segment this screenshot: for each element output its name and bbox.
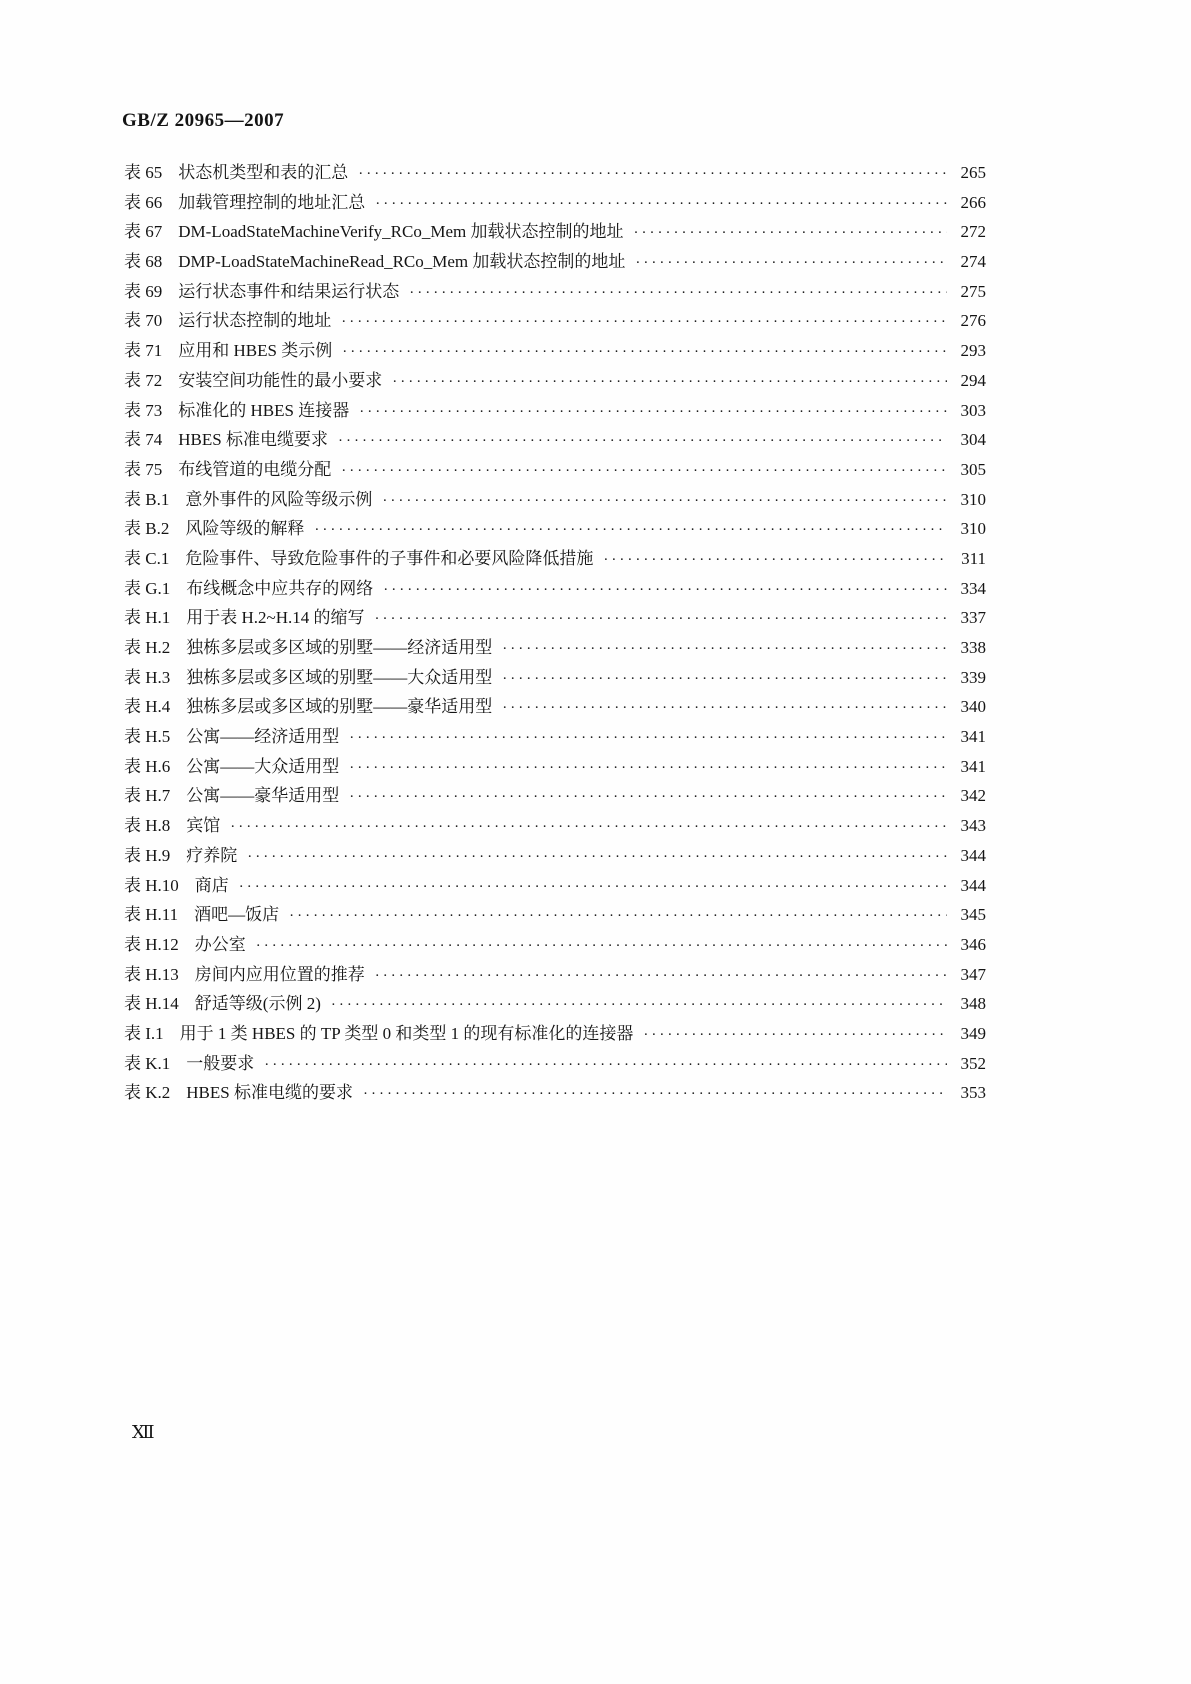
toc-entry-title: DM-LoadStateMachineVerify_RCo_Mem 加载状态控制的地址 [178, 222, 624, 242]
toc-entry-title: 布线概念中应共存的网络 [186, 578, 374, 598]
toc-entry-page: 338 [960, 638, 986, 657]
toc-entry-title: 公寓——豪华适用型 [186, 786, 340, 806]
toc-entry [124, 692, 986, 722]
dot-leader [289, 905, 947, 925]
toc-entry-page: 340 [960, 697, 986, 717]
toc-entry [124, 247, 986, 277]
toc-entry-page: 345 [960, 905, 986, 925]
toc-entry-label: 表 H.9 [124, 845, 171, 865]
toc-entry-page: 343 [960, 816, 986, 836]
toc-entry [124, 900, 986, 930]
toc-entry-title: 状态机类型和表的汇总 [178, 163, 349, 182]
toc-entry [124, 366, 986, 396]
toc-entry [124, 752, 986, 782]
toc-entry-title: 疗养院 [186, 845, 238, 865]
toc-entry [124, 989, 986, 1019]
toc-entry-label: 表 H.1 [124, 608, 171, 628]
dot-leader [392, 371, 947, 391]
toc-entry [124, 663, 986, 693]
toc-entry-page: 266 [960, 192, 986, 212]
toc-list [124, 158, 986, 1108]
dot-leader [502, 697, 947, 717]
toc-entry-title: 独栋多层或多区域的别墅——大众适用型 [186, 667, 493, 687]
toc-entry-page: 311 [961, 548, 986, 568]
toc-entry-title: 应用和 HBES 类示例 [178, 341, 333, 361]
toc-entry [124, 930, 986, 960]
toc-entry-title: DMP-LoadStateMachineRead_RCo_Mem 加载状态控制的地址 [178, 252, 626, 272]
dot-leader [230, 816, 947, 836]
toc-entry-title: HBES 标准电缆的要求 [186, 1083, 353, 1103]
toc-entry-title: 独栋多层或多区域的别墅——经济适用型 [186, 638, 493, 657]
dot-leader [358, 163, 947, 183]
dot-leader [375, 965, 947, 985]
dot-leader [341, 460, 947, 480]
toc-entry-label: 表 66 [124, 192, 163, 212]
toc-entry-label: 表 H.2 [124, 638, 171, 657]
toc-entry-label: 表 H.4 [124, 697, 171, 717]
toc-entry-label: 表 70 [124, 311, 163, 331]
toc-entry-page: 348 [960, 994, 986, 1014]
toc-entry-page: 310 [960, 489, 986, 509]
toc-entry-label: 表 H.12 [124, 934, 179, 954]
dot-leader [338, 430, 947, 450]
dot-leader [314, 519, 947, 539]
toc-entry-page: 349 [960, 1023, 986, 1043]
toc-entry-title: 办公室 [194, 934, 246, 954]
toc-entry [124, 722, 986, 752]
toc-entry-label: 表 H.10 [124, 875, 179, 895]
toc-entry-label: 表 B.2 [124, 519, 170, 539]
toc-entry-title: 酒吧—饭店 [194, 905, 280, 925]
toc-entry-page: 353 [960, 1083, 986, 1103]
toc-entry-title: HBES 标准电缆要求 [178, 430, 328, 450]
toc-entry-label: 表 H.6 [124, 756, 171, 776]
toc-entry-label: 表 68 [124, 252, 163, 272]
toc-entry-page: 274 [960, 252, 986, 272]
toc-entry-title: 加载管理控制的地址汇总 [178, 192, 366, 212]
dot-leader [341, 311, 947, 331]
toc-entry-label: 表 H.14 [124, 994, 179, 1014]
toc-entry-page: 341 [960, 756, 986, 776]
toc-entry-page: 272 [960, 222, 986, 242]
dot-leader [375, 608, 947, 628]
toc-entry-title: 用于 1 类 HBES 的 TP 类型 0 和类型 1 的现有标准化的连接器 [179, 1023, 634, 1043]
toc-entry [124, 603, 986, 633]
toc-entry [124, 158, 986, 188]
toc-entry-page: 346 [960, 934, 986, 954]
document-standard-number: GB/Z 20965—2007 [122, 110, 285, 131]
toc-entry [124, 1078, 986, 1108]
toc-entry-title: 公寓——经济适用型 [186, 727, 340, 747]
toc-entry-page: 276 [960, 311, 986, 331]
dot-leader [502, 638, 947, 658]
toc-entry-page: 305 [960, 459, 986, 479]
dot-leader [256, 935, 947, 955]
toc-entry-page: 275 [960, 281, 986, 301]
toc-entry-page: 344 [960, 875, 986, 895]
toc-entry [124, 217, 986, 247]
dot-leader [349, 727, 947, 747]
dot-leader [603, 549, 947, 569]
toc-entry-page: 347 [960, 964, 986, 984]
toc-entry-title: 意外事件的风险等级示例 [185, 489, 373, 509]
toc-entry-title: 独栋多层或多区域的别墅——豪华适用型 [186, 697, 493, 717]
toc-entry [124, 544, 986, 574]
toc-entry-label: 表 H.3 [124, 667, 171, 687]
toc-entry [124, 633, 986, 663]
toc-entry-page: 310 [960, 519, 986, 539]
dot-leader [349, 786, 947, 806]
toc-entry-title: 一般要求 [186, 1053, 255, 1073]
dot-leader [363, 1083, 947, 1103]
toc-entry-label: 表 K.2 [124, 1083, 171, 1103]
toc-entry-title: 公寓——大众适用型 [186, 756, 340, 776]
dot-leader [349, 757, 947, 777]
toc-entry-label: 表 72 [124, 370, 163, 390]
toc-entry-label: 表 I.1 [124, 1023, 164, 1043]
toc-entry-page: 334 [960, 578, 986, 598]
dot-leader [247, 846, 947, 866]
toc-entry [124, 781, 986, 811]
dot-leader [239, 876, 947, 896]
toc-entry-label: 表 75 [124, 459, 163, 479]
dot-leader [375, 193, 947, 213]
toc-entry-label: 表 H.8 [124, 816, 171, 836]
dot-leader [331, 994, 947, 1014]
toc-entry-title: 运行状态控制的地址 [178, 311, 332, 331]
toc-entry [124, 455, 986, 485]
toc-entry-title: 安装空间功能性的最小要求 [178, 370, 383, 390]
dot-leader [383, 579, 947, 599]
toc-entry [124, 188, 986, 218]
toc-entry-page: 341 [960, 727, 986, 747]
toc-entry [124, 396, 986, 426]
toc-entry [124, 485, 986, 515]
dot-leader [635, 252, 947, 272]
toc-entry-title: 用于表 H.2~H.14 的缩写 [186, 608, 365, 628]
toc-entry [124, 574, 986, 604]
toc-entry [124, 336, 986, 366]
toc-entry-page: 265 [960, 163, 986, 182]
toc-entry-label: 表 B.1 [124, 489, 170, 509]
toc-entry-page: 339 [960, 667, 986, 687]
toc-entry [124, 841, 986, 871]
dot-leader [634, 222, 948, 242]
toc-entry-title: 房间内应用位置的推荐 [194, 964, 365, 984]
toc-entry-label: 表 H.5 [124, 727, 171, 747]
toc-entry [124, 514, 986, 544]
toc-entry-page: 294 [960, 370, 986, 390]
toc-entry-label: 表 71 [124, 341, 163, 361]
toc-entry-label: 表 73 [124, 400, 163, 420]
toc-entry-label: 表 65 [124, 163, 163, 182]
toc-entry-label: 表 C.1 [124, 548, 170, 568]
dot-leader [643, 1024, 947, 1044]
toc-entry-label: 表 74 [124, 430, 163, 450]
toc-entry-page: 293 [960, 341, 986, 361]
toc-entry-page: 303 [960, 400, 986, 420]
toc-entry-title: 舒适等级(示例 2) [194, 994, 321, 1014]
toc-entry [124, 960, 986, 990]
toc-entry-page: 337 [960, 608, 986, 628]
toc-entry-title: 商店 [194, 875, 229, 895]
toc-entry-title: 布线管道的电缆分配 [178, 459, 332, 479]
toc-entry-page: 304 [960, 430, 986, 450]
toc-entry-label: 表 K.1 [124, 1053, 171, 1073]
toc-entry-page: 344 [960, 845, 986, 865]
toc-entry [124, 1019, 986, 1049]
toc-entry-label: 表 G.1 [124, 578, 171, 598]
toc-entry-label: 表 67 [124, 222, 163, 242]
dot-leader [382, 490, 947, 510]
toc-entry-page: 342 [960, 786, 986, 806]
toc-entry [124, 277, 986, 307]
toc-entry [124, 425, 986, 455]
toc-entry-label: 表 H.7 [124, 786, 171, 806]
toc-entry [124, 871, 986, 901]
dot-leader [409, 282, 947, 302]
dot-leader [342, 341, 947, 361]
toc-entry-title: 风险等级的解释 [185, 519, 305, 539]
toc-entry-title: 运行状态事件和结果运行状态 [178, 281, 400, 301]
toc-entry-label: 表 69 [124, 281, 163, 301]
dot-leader [264, 1054, 947, 1074]
toc-entry [124, 306, 986, 336]
dot-leader [359, 401, 947, 421]
page-number-footer: Ⅻ [132, 1422, 155, 1442]
toc-entry-page: 352 [960, 1053, 986, 1073]
toc-entry-title: 危险事件、导致危险事件的子事件和必要风险降低措施 [185, 548, 594, 568]
toc-entry [124, 811, 986, 841]
toc-entry-label: 表 H.13 [124, 964, 179, 984]
toc-entry-title: 宾馆 [186, 816, 221, 836]
toc-entry [124, 1049, 986, 1079]
dot-leader [502, 668, 947, 688]
toc-entry-title: 标准化的 HBES 连接器 [178, 400, 350, 420]
toc-entry-label: 表 H.11 [124, 905, 179, 925]
